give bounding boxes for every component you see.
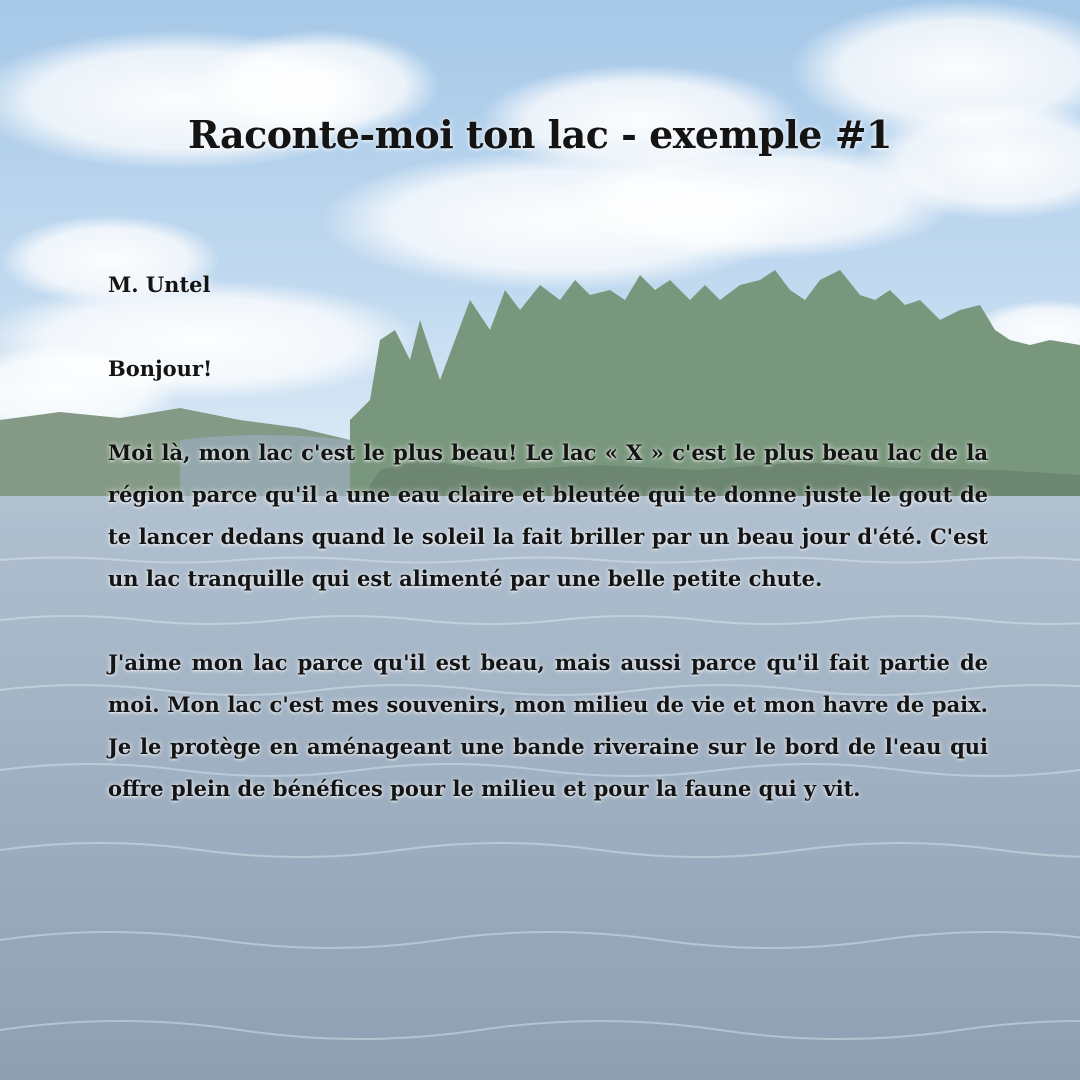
paragraph-1: Moi là, mon lac c'est le plus beau! Le lac « X » c'est le plus beau lac de la région parce qu'il a une eau claire et bleutée qui te donne juste le gout de te lancer dedans quand le soleil la fait briller par un beau jour d'été. C'est un lac tranquille qui est alimenté par une belle petite chute.: [108, 440, 988, 591]
letter-body: [108, 264, 988, 852]
paragraph-2: J'aime mon lac parce qu'il est beau, mais aussi parce qu'il fait partie de moi. Mon lac c'est mes souvenirs, mon milieu de vie et mon havre de paix. Je le protège en aménageant une bande riveraine sur le bord de l'eau qui offre plein de bénéfices pour le milieu et pour la faune qui y vit.: [108, 650, 988, 801]
page-title: Raconte-moi ton lac - exemple #1: [188, 112, 892, 157]
author-name: M. Untel: [108, 272, 211, 297]
greeting: Bonjour!: [108, 356, 213, 381]
